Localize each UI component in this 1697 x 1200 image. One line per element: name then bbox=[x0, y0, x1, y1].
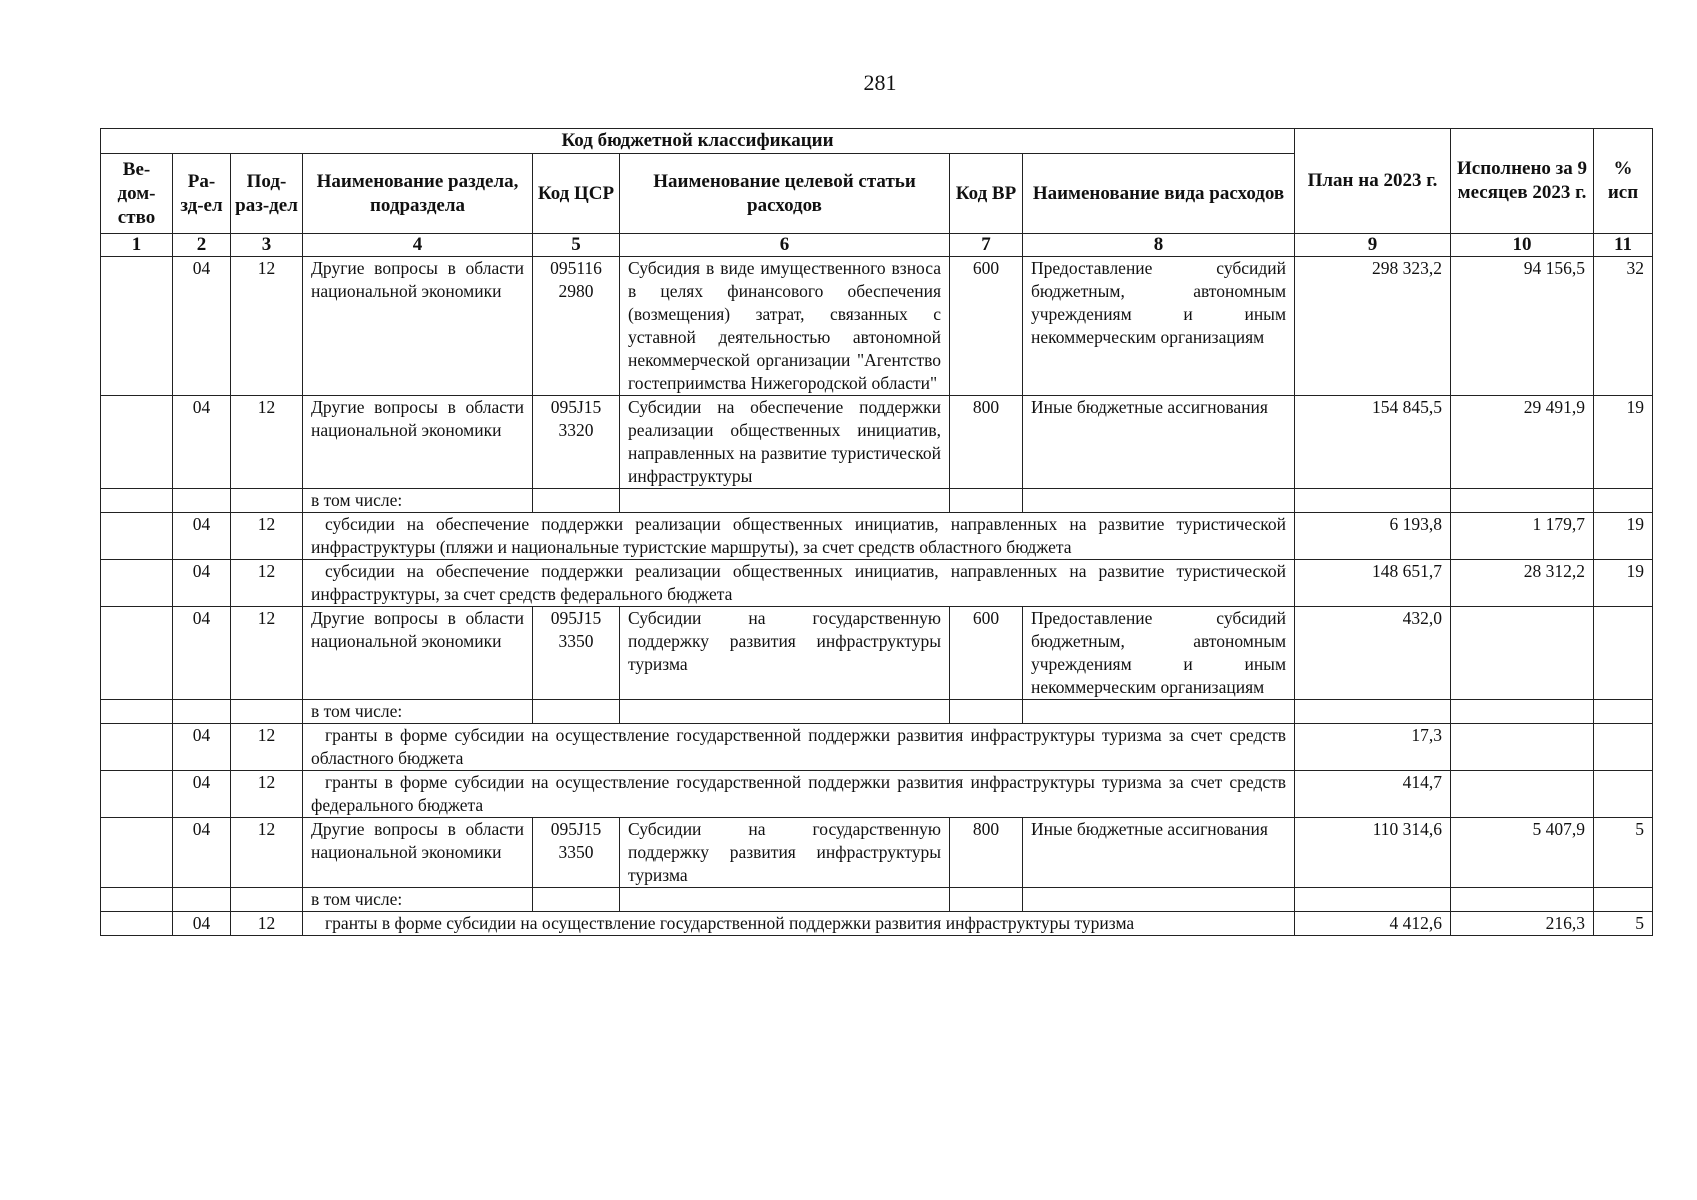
column-number: 4 bbox=[303, 234, 533, 257]
table-row-label bbox=[101, 700, 1653, 724]
column-number: 11 bbox=[1594, 234, 1653, 257]
csr-code-cell: 095116 2980 bbox=[533, 257, 620, 396]
column-number: 6 bbox=[620, 234, 950, 257]
subitem-description-cell bbox=[303, 513, 1295, 560]
empty-cell bbox=[101, 771, 173, 818]
table-row-label bbox=[101, 888, 1653, 912]
plan-cell: 17,3 bbox=[1295, 724, 1451, 771]
column-number: 7 bbox=[950, 234, 1023, 257]
header-col-7: Код ВР bbox=[950, 154, 1023, 234]
empty-cell bbox=[1295, 489, 1451, 513]
subitem-description: субсидии на обеспечение поддержки реализации общественных инициатив, направленных на развитие туристической инфраструктуры, за счет средств федерального бюджета bbox=[311, 561, 1287, 604]
including-label: в том числе: bbox=[303, 700, 533, 724]
expense-type-cell: Предоставление субсидий бюджетным, автономным учреждениям и иным некоммерческим организациям bbox=[1023, 257, 1295, 396]
executed-cell: 28 312,2 bbox=[1451, 560, 1594, 607]
section-name-cell: Другие вопросы в области национальной экономики bbox=[303, 607, 533, 700]
podrazdel-cell: 12 bbox=[231, 560, 303, 607]
header-col-2: Ра-зд-ел bbox=[173, 154, 231, 234]
empty-cell bbox=[950, 888, 1023, 912]
razdel-cell: 04 bbox=[173, 396, 231, 489]
table-body bbox=[101, 257, 1653, 936]
including-label: в том числе: bbox=[303, 888, 533, 912]
executed-cell: 1 179,7 bbox=[1451, 513, 1594, 560]
percent-cell bbox=[1594, 771, 1653, 818]
podrazdel-cell: 12 bbox=[231, 818, 303, 888]
percent-cell: 19 bbox=[1594, 396, 1653, 489]
empty-cell bbox=[950, 489, 1023, 513]
section-name-cell: Другие вопросы в области национальной экономики bbox=[303, 818, 533, 888]
vr-code-cell: 600 bbox=[950, 607, 1023, 700]
empty-cell bbox=[231, 700, 303, 724]
target-item-name-cell: Субсидии на государственную поддержку развития инфраструктуры туризма bbox=[620, 818, 950, 888]
empty-cell bbox=[1451, 700, 1594, 724]
empty-cell bbox=[101, 489, 173, 513]
column-number: 5 bbox=[533, 234, 620, 257]
column-number: 3 bbox=[231, 234, 303, 257]
empty-cell bbox=[620, 489, 950, 513]
table-header bbox=[101, 129, 1653, 257]
empty-cell bbox=[950, 700, 1023, 724]
column-numbers-row bbox=[101, 234, 1653, 257]
target-item-name-cell: Субсидия в виде имущественного взноса в целях финансового обеспечения (возмещения) затрат, связанных с уставной деятельностью автономной некоммерческой организации "Агентство гостеприимства Нижегородской области" bbox=[620, 257, 950, 396]
plan-cell: 298 323,2 bbox=[1295, 257, 1451, 396]
header-col-9: План на 2023 г. bbox=[1295, 129, 1451, 234]
table-row bbox=[101, 818, 1653, 888]
vedomstvo-cell bbox=[101, 818, 173, 888]
table-row-subitem bbox=[101, 724, 1653, 771]
percent-cell: 5 bbox=[1594, 912, 1653, 936]
table-row bbox=[101, 396, 1653, 489]
empty-cell bbox=[1594, 888, 1653, 912]
podrazdel-cell: 12 bbox=[231, 771, 303, 818]
including-label: в том числе: bbox=[303, 489, 533, 513]
plan-cell: 6 193,8 bbox=[1295, 513, 1451, 560]
empty-cell bbox=[1594, 489, 1653, 513]
empty-cell bbox=[620, 888, 950, 912]
subitem-description: гранты в форме субсидии на осуществление государственной поддержки развития инфраструктуры туризма bbox=[325, 913, 1135, 933]
table-row-subitem bbox=[101, 912, 1653, 936]
target-item-name-cell: Субсидии на обеспечение поддержки реализации общественных инициатив, направленных на развитие туристической инфраструктуры bbox=[620, 396, 950, 489]
subitem-description: субсидии на обеспечение поддержки реализации общественных инициатив, направленных на развитие туристической инфраструктуры (пляжи и национальные туристские маршруты), за счет средств областного бюджета bbox=[311, 514, 1287, 557]
empty-cell bbox=[533, 888, 620, 912]
podrazdel-cell: 12 bbox=[231, 724, 303, 771]
subitem-description-cell bbox=[303, 912, 1295, 936]
table-row-label bbox=[101, 489, 1653, 513]
razdel-cell: 04 bbox=[173, 724, 231, 771]
section-name-cell: Другие вопросы в области национальной экономики bbox=[303, 396, 533, 489]
razdel-cell: 04 bbox=[173, 771, 231, 818]
subitem-description-cell bbox=[303, 560, 1295, 607]
column-number: 8 bbox=[1023, 234, 1295, 257]
target-item-name-cell: Субсидии на государственную поддержку развития инфраструктуры туризма bbox=[620, 607, 950, 700]
plan-cell: 110 314,6 bbox=[1295, 818, 1451, 888]
header-col-4: Наименование раздела, подраздела bbox=[303, 154, 533, 234]
empty-cell bbox=[533, 700, 620, 724]
expense-type-cell: Предоставление субсидий бюджетным, автономным учреждениям и иным некоммерческим организациям bbox=[1023, 607, 1295, 700]
razdel-cell: 04 bbox=[173, 257, 231, 396]
empty-cell bbox=[101, 888, 173, 912]
executed-cell bbox=[1451, 724, 1594, 771]
header-col-10: Исполнено за 9 месяцев 2023 г. bbox=[1451, 129, 1594, 234]
vr-code-cell: 800 bbox=[950, 396, 1023, 489]
executed-cell bbox=[1451, 771, 1594, 818]
plan-cell: 432,0 bbox=[1295, 607, 1451, 700]
empty-cell bbox=[173, 489, 231, 513]
empty-cell bbox=[101, 700, 173, 724]
header-col-11: % исп bbox=[1594, 129, 1653, 234]
subitem-description-cell bbox=[303, 724, 1295, 771]
podrazdel-cell: 12 bbox=[231, 396, 303, 489]
percent-cell: 19 bbox=[1594, 560, 1653, 607]
executed-cell: 5 407,9 bbox=[1451, 818, 1594, 888]
empty-cell bbox=[101, 912, 173, 936]
plan-cell: 148 651,7 bbox=[1295, 560, 1451, 607]
subitem-description: гранты в форме субсидии на осуществление государственной поддержки развития инфраструктуры туризма за счет средств федерального бюджета bbox=[311, 772, 1287, 815]
empty-cell bbox=[1451, 489, 1594, 513]
razdel-cell: 04 bbox=[173, 912, 231, 936]
executed-cell: 216,3 bbox=[1451, 912, 1594, 936]
csr-code-cell: 095J15 3350 bbox=[533, 818, 620, 888]
table-row bbox=[101, 257, 1653, 396]
vr-code-cell: 800 bbox=[950, 818, 1023, 888]
header-col-6: Наименование целевой статьи расходов bbox=[620, 154, 950, 234]
empty-cell bbox=[231, 888, 303, 912]
budget-table bbox=[100, 128, 1653, 936]
vr-code-cell: 600 bbox=[950, 257, 1023, 396]
table-row-subitem bbox=[101, 513, 1653, 560]
column-number: 1 bbox=[101, 234, 173, 257]
empty-cell bbox=[1594, 700, 1653, 724]
vedomstvo-cell bbox=[101, 396, 173, 489]
vedomstvo-cell bbox=[101, 607, 173, 700]
column-number: 2 bbox=[173, 234, 231, 257]
percent-cell bbox=[1594, 724, 1653, 771]
expense-type-cell: Иные бюджетные ассигнования bbox=[1023, 396, 1295, 489]
empty-cell bbox=[1295, 700, 1451, 724]
csr-code-cell: 095J15 3350 bbox=[533, 607, 620, 700]
percent-cell: 5 bbox=[1594, 818, 1653, 888]
empty-cell bbox=[173, 888, 231, 912]
razdel-cell: 04 bbox=[173, 607, 231, 700]
empty-cell bbox=[231, 489, 303, 513]
podrazdel-cell: 12 bbox=[231, 912, 303, 936]
plan-cell: 414,7 bbox=[1295, 771, 1451, 818]
empty-cell bbox=[1451, 888, 1594, 912]
empty-cell bbox=[101, 560, 173, 607]
header-col-8: Наименование вида расходов bbox=[1023, 154, 1295, 234]
table-row bbox=[101, 607, 1653, 700]
percent-cell: 19 bbox=[1594, 513, 1653, 560]
vedomstvo-cell bbox=[101, 257, 173, 396]
empty-cell bbox=[101, 724, 173, 771]
expense-type-cell: Иные бюджетные ассигнования bbox=[1023, 818, 1295, 888]
podrazdel-cell: 12 bbox=[231, 513, 303, 560]
plan-cell: 4 412,6 bbox=[1295, 912, 1451, 936]
empty-cell bbox=[1023, 888, 1295, 912]
table-row-subitem bbox=[101, 771, 1653, 818]
executed-cell: 29 491,9 bbox=[1451, 396, 1594, 489]
section-name-cell: Другие вопросы в области национальной экономики bbox=[303, 257, 533, 396]
empty-cell bbox=[533, 489, 620, 513]
executed-cell bbox=[1451, 607, 1594, 700]
empty-cell bbox=[1023, 489, 1295, 513]
executed-cell: 94 156,5 bbox=[1451, 257, 1594, 396]
empty-cell bbox=[620, 700, 950, 724]
empty-cell bbox=[1295, 888, 1451, 912]
csr-code-cell: 095J15 3320 bbox=[533, 396, 620, 489]
podrazdel-cell: 12 bbox=[231, 607, 303, 700]
column-number: 10 bbox=[1451, 234, 1594, 257]
empty-cell bbox=[101, 513, 173, 560]
header-col-3: Под-раз-дел bbox=[231, 154, 303, 234]
percent-cell bbox=[1594, 607, 1653, 700]
header-col-5: Код ЦСР bbox=[533, 154, 620, 234]
header-group-title: Код бюджетной классификации bbox=[101, 129, 1295, 154]
razdel-cell: 04 bbox=[173, 513, 231, 560]
plan-cell: 154 845,5 bbox=[1295, 396, 1451, 489]
subitem-description-cell bbox=[303, 771, 1295, 818]
percent-cell: 32 bbox=[1594, 257, 1653, 396]
header-col-1: Ве-дом-ство bbox=[101, 154, 173, 234]
empty-cell bbox=[173, 700, 231, 724]
table-row-subitem bbox=[101, 560, 1653, 607]
podrazdel-cell: 12 bbox=[231, 257, 303, 396]
page-number: 281 bbox=[863, 70, 897, 95]
razdel-cell: 04 bbox=[173, 560, 231, 607]
column-number: 9 bbox=[1295, 234, 1451, 257]
empty-cell bbox=[1023, 700, 1295, 724]
razdel-cell: 04 bbox=[173, 818, 231, 888]
subitem-description: гранты в форме субсидии на осуществление государственной поддержки развития инфраструктуры туризма за счет средств областного бюджета bbox=[311, 725, 1287, 768]
